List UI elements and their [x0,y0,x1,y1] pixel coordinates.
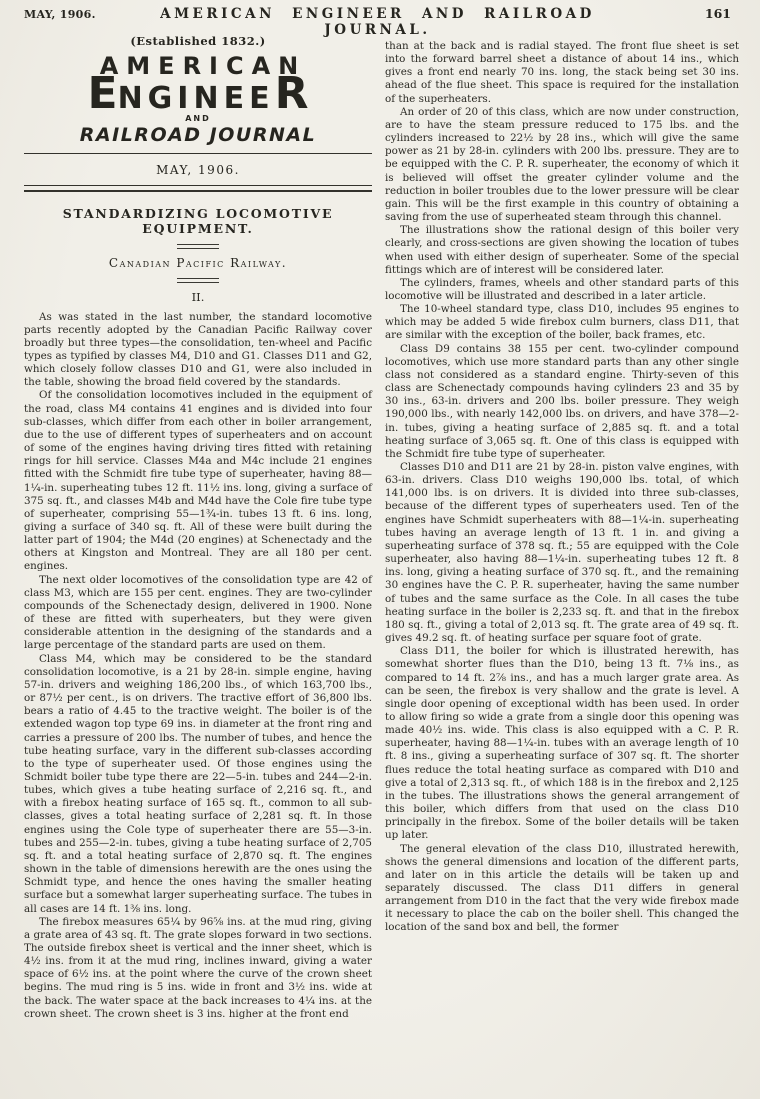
masthead-logo [24,36,372,145]
left-column-body [24,311,372,1021]
article-subtitle: Canadian Pacific Railway. [108,255,288,270]
masthead-established: (Established 1832.) [130,34,266,48]
article-part-number: II. [191,289,205,304]
issue-date: MAY, 1906. [156,162,240,177]
article-paragraph: The general elevation of the class D10, illustrated herewith, shows the general dimensions and location of the different parts, and later on in this article the details will be taken up and separately discussed. The class D11 differs in general arrangement from D10 in the fact that the very wide firebox made it necessary to place the cab on the boiler shell. This changed the location of the sand box and bell, the former [385,842,739,934]
title-divider [177,244,219,249]
article-paragraph: Class M4, which may be considered to be the standard consolidation locomotive, is a 21 by 28-in. simple engine, having 57-in. drivers and weighing 186,200 lbs., of which 163,700 lbs., or 87½ per cent., is on drivers. The tractive effort of 36,800 lbs. bears a ratio of 4.45 to the tractive weight. The boiler is of the extended wagon top type 69 ins. in diameter at the front ring and carries a pressure of 200 lbs. The number of tubes, and hence the tube heating surface, vary in the different sub-classes according to the type of superheater used. Of those engines using the Schmidt boiler tube type there are 22—5-in. tubes and 244—2-in. tubes, which gives a tube heating surface of 2,216 sq. ft., and with a firebox heating surface of 165 sq. ft., common to all sub-classes, gives a total heating surface of 2,281 sq. ft. In those engines using the Cole type of superheater there are 55—3-in. tubes and 255—2-in. tubes, giving a tube heating surface of 2,705 sq. ft. and a total heating surface of 2,870 sq. ft. The engines shown in the table of dimensions herewith are the ones using the Schmidt type, and hence the ones having the smaller heating surface but a somewhat larger superheating surface. The tubes in all cases are 14 ft. 1⅜ ins. long. [24,652,372,915]
article-paragraph: The firebox measures 65¼ by 96⅝ ins. at the mud ring, giving a grate area of 43 sq. ft. The grate slopes forward in two sections. The outside firebox sheet is vertical and the inner sheet, which is 4½ ins. from it at the mud ring, inclines inward, giving a water space of 6½ ins. at the point where the curve of the crown sheet begins. The mud ring is 5 ins. wide in front and 3½ ins. wide at the back. The water space at the back increases to 4¼ ins. at the crown sheet. The crown sheet is 3 ins. higher at the front end [24,915,372,1020]
continuation-paragraph: than at the back and is radial stayed. The front flue sheet is set into the forward barrel sheet a distance of about 14 ins., which gives a front end nearly 70 ins. long, the stack being set 30 ins. ahead of the flue sheet. This space is required for the installation of the superheaters. [385,40,739,105]
article-paragraph: The illustrations show the rational design of this boiler very clearly, and cross-sections are given showing the location of tubes when used with either design of superheater. Some of the special fittings which are of interest will be considered later. [385,224,739,276]
masthead-engineer-initial: E [87,67,118,119]
article-paragraph: The next older locomotives of the consolidation type are 42 of class M3, which are 155 per cent. engines. They are two-cylinder compounds of the Schenectady design, delivered in 1900. None of these are fitted with superheaters, but they were given considerable attention in the designing of the standards and a large percentage of the standard parts are used on them. [24,573,372,652]
masthead-engineer-middle: NGINEE [117,80,275,116]
double-rule [24,185,372,192]
header-issue-date: MAY, 1906. [24,8,96,21]
header-journal-title: AMERICAN ENGINEER AND RAILROAD JOURNAL. [160,6,595,38]
article-paragraph: The cylinders, frames, wheels and other standard parts of this locomotive will be illustrated and described in a later article. [385,276,739,302]
article-paragraph: Of the consolidation locomotives included in the equipment of the road, class M4 contains 41 engines and is divided into four sub-classes, which differ from each other in boiler arrangement, due to the use of different types of superheaters and on account of some of the engines having driving tires fitted with retaining rings for hill service. Classes M4a and M4c include 21 engines fitted with the Schmidt fire tube type of superheater, having 88—1¼-in. superheating tubes 12 ft. 11½ ins. long, giving a surface of 375 sq. ft., and classes M4b and M4d have the Cole fire tube type of superheater, comprising 55—1¾-in. tubes 13 ft. 6 ins. long, giving a surface of 340 sq. ft. All of these were built during the latter part of 1904; the M4d (20 engines) at Schenectady and the others at Kingston and Montreal. They are all 180 per cent. engines. [24,389,372,573]
right-column [385,32,739,1021]
masthead-rule [24,153,372,154]
masthead-railroad-journal: RAILROAD JOURNAL [79,123,317,146]
article-paragraph: Class D9 contains 38 155 per cent. two-cylinder compound locomotives, which use more standard parts than any other single class not considered as a standard engine. Thirty-seven of this class are Schenectady compounds having cylinders 23 and 35 by 30 ins., 63-in. drivers and 200 lbs. boiler pressure. They weigh 190,000 lbs., with nearly 142,000 lbs. on drivers, and have 378—2-in. tubes, giving a heating surface of 2,885 sq. ft. and a total heating surface of 3,065 sq. ft. One of this class is equipped with the Schmidt fire tube type of superheater. [385,342,739,460]
article-title: STANDARDIZING LOCOMOTIVE EQUIPMENT. [62,205,334,236]
masthead-and: AND [185,113,211,123]
masthead-american: AMERICAN [99,51,307,80]
article-paragraph: The 10-wheel standard type, class D10, includes 95 engines to which may be added 5 wide firebox culm burners, class D11, that are similar with the exception of the boiler, back frames, etc. [385,303,739,342]
subtitle-divider [177,278,219,283]
article-paragraph: As was stated in the last number, the standard locomotive parts recently adopted by the Canadian Pacific Railway cover broadly but three types—the consolidation, ten-wheel and Pacific types as typified by classes M4, D10 and G1. Classes D11 and G2, which closely follow classes D10 and G1, were also included in the table, showing the broad field covered by the standards. [24,310,372,389]
left-column [24,32,372,1021]
two-column-layout [24,32,739,1021]
right-column-paragraphs [385,106,739,935]
running-head [24,6,739,38]
article-paragraph: Classes D10 and D11 are 21 by 28-in. piston valve engines, with 63-in. drivers. Class D10 weighs 190,000 lbs. total, of which 141,000 lbs. is on drivers. It is divided into three sub-classes, because of the different types of superheaters used. Ten of the engines have Schmidt superheaters with 88—1¼-in. superheating tubes having an average length of 13 ft. 1 in. and giving a superheating surface of 378 sq. ft.; 55 are equipped with the Cole superheater, also having 88—1¼-in. superheating tubes 12 ft. 8 ins. long, giving a heating surface of 370 sq. ft., and the remaining 30 engines have the C. P. R. superheater, having the same number of tubes and the same surface as the Cole. In all cases the tube heating surface in the boiler is 2,233 sq. ft. and that in the firebox 180 sq. ft., giving a total of 2,013 sq. ft. The grate area of 49 sq. ft. gives 49.2 sq. ft. of heating surface per square foot of grate. [385,461,739,645]
header-page-number: 161 [704,6,731,21]
right-column-body [385,40,739,106]
masthead-engineer-final: R [274,67,309,119]
article-paragraph: Class D11, the boiler for which is illustrated herewith, has somewhat shorter flues than the D10, being 13 ft. 7⅛ ins., as compared to 14 ft. 2⅞ ins., and has a much larger grate area. As can be seen, the firebox is very shallow and the grate is level. A single door opening of exceptional width has been used. In order to allow firing so wide a grate from a single door this opening was made 40½ ins. wide. This class is also equipped with a C. P. R. superheater, having 88—1¼-in. tubes with an average length of 10 ft. 8 ins., giving a superheating surface of 307 sq. ft. The shorter flues reduce the total heating surface as compared with D10 and give a total of 2,313 sq. ft., of which 188 is in the firebox and 2,125 in the tubes. The illustrations shows the general arrangement of this boiler, which differs from that used on the class D10 principally in the firebox. Some of the boiler details will be taken up later. [385,645,739,842]
article-paragraph: An order of 20 of this class, which are now under construction, are to have the steam pressure reduced to 175 lbs. and the cylinders increased to 22½ by 28 ins., which will give the same power as 21 by 28-in. cylinders with 200 lbs. pressure. They are to be equipped with the C. P. R. superheater, the economy of which it is believed will offset the greater cylinder volume and the reduction in boiler troubles due to the lower pressure will be clear gain. This will be the first example in this country of obtaining a saving from the use of superheated steam through this channel. [385,105,739,224]
